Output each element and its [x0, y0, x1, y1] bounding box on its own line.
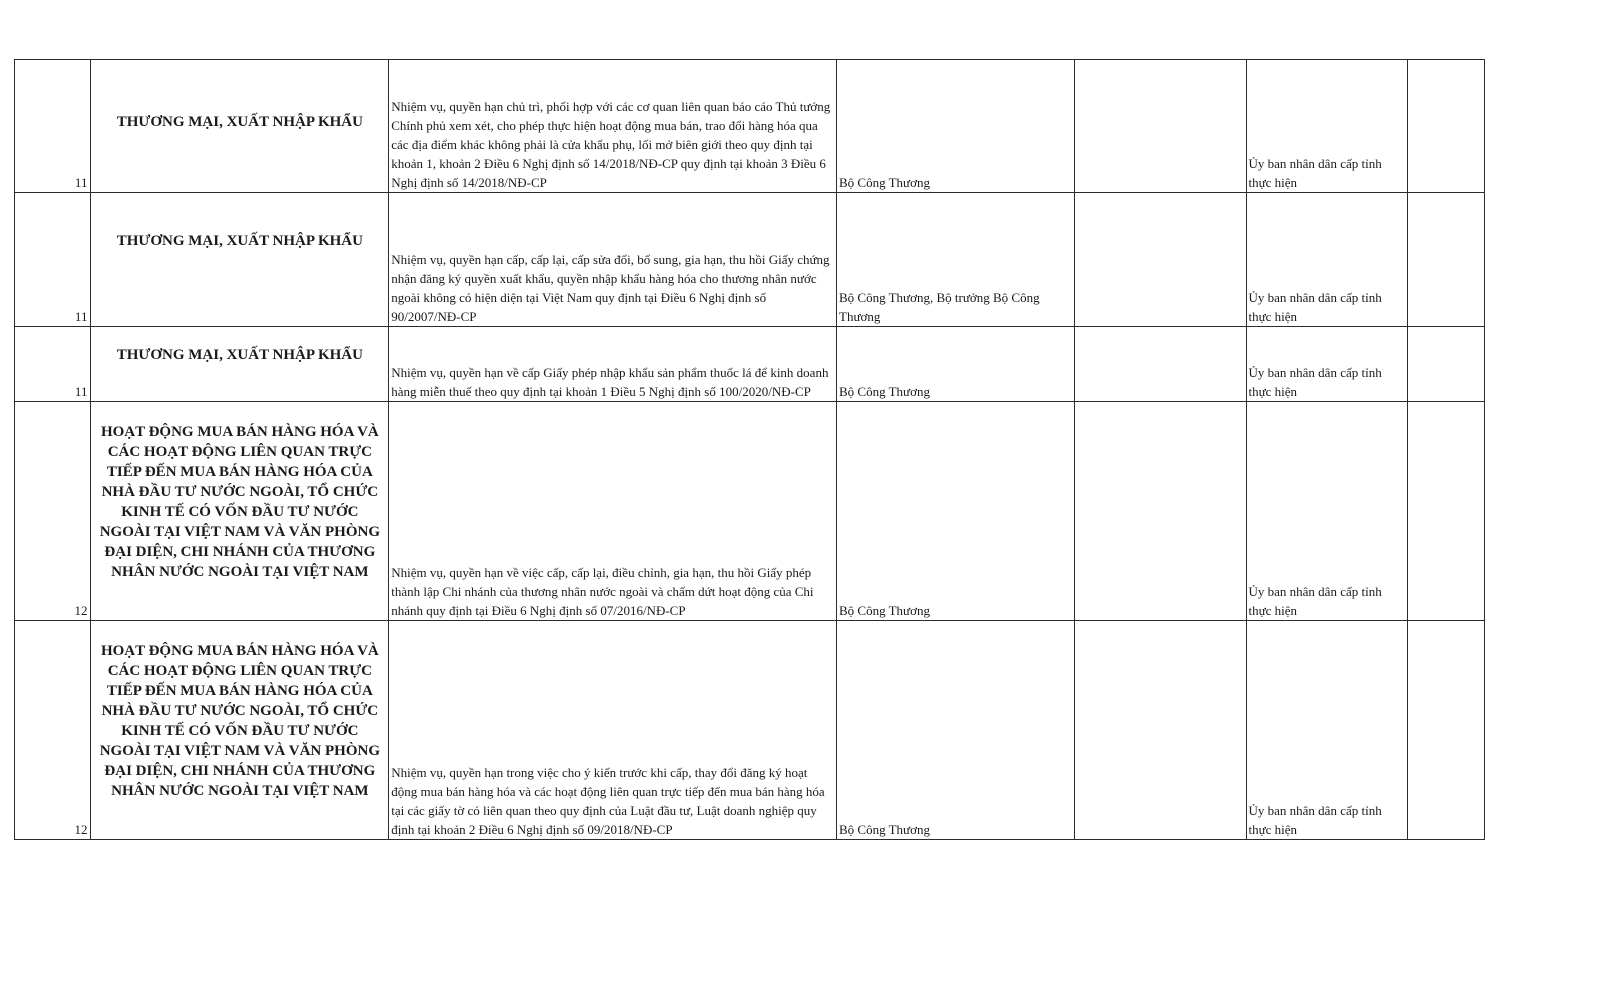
field-cell: THƯƠNG MẠI, XUẤT NHẬP KHẨU — [91, 193, 389, 327]
row-number-cell: 12 — [15, 402, 91, 621]
task-cell: Nhiệm vụ, quyền hạn về cấp Giấy phép nhập khẩu sản phẩm thuốc lá để kinh doanh hàng miễn thuế theo quy định tại khoản 1 Điều 5 Nghị định số 100/2020/NĐ-CP — [389, 327, 837, 402]
empty-cell — [1075, 60, 1246, 193]
field-cell: HOẠT ĐỘNG MUA BÁN HÀNG HÓA VÀ CÁC HOẠT ĐỘNG LIÊN QUAN TRỰC TIẾP ĐẾN MUA BÁN HÀNG HÓA CỦA NHÀ ĐẦU TƯ NƯỚC NGOÀI, TỔ CHỨC KINH TẾ CÓ VỐN ĐẦU TƯ NƯỚC NGOÀI TẠI VIỆT NAM VÀ VĂN PHÒNG ĐẠI DIỆN, CHI NHÁNH CỦA THƯƠNG NHÂN NƯỚC NGOÀI TẠI VIỆT NAM — [91, 402, 389, 621]
row-number-cell: 11 — [15, 193, 91, 327]
table-row — [15, 193, 1485, 327]
task-cell: Nhiệm vụ, quyền hạn về việc cấp, cấp lại, điều chỉnh, gia hạn, thu hồi Giấy phép thành lập Chi nhánh của thương nhân nước ngoài và chấm dứt hoạt động của Chi nhánh quy định tại Điều 6 Nghị định số 07/2016/NĐ-CP — [389, 402, 837, 621]
table-row — [15, 402, 1485, 621]
executor-cell: Ủy ban nhân dân cấp tỉnh thực hiện — [1246, 60, 1408, 193]
agency-cell: Bộ Công Thương — [837, 60, 1075, 193]
empty-cell — [1075, 193, 1246, 327]
empty-cell — [1408, 327, 1485, 402]
executor-cell: Ủy ban nhân dân cấp tỉnh thực hiện — [1246, 621, 1408, 840]
row-number-cell: 11 — [15, 327, 91, 402]
row-number-cell: 12 — [15, 621, 91, 840]
empty-cell — [1408, 193, 1485, 327]
empty-cell — [1075, 402, 1246, 621]
executor-cell: Ủy ban nhân dân cấp tỉnh thực hiện — [1246, 402, 1408, 621]
executor-cell: Ủy ban nhân dân cấp tỉnh thực hiện — [1246, 193, 1408, 327]
empty-cell — [1075, 327, 1246, 402]
table-row — [15, 621, 1485, 840]
empty-cell — [1408, 402, 1485, 621]
table-row — [15, 327, 1485, 402]
field-cell: HOẠT ĐỘNG MUA BÁN HÀNG HÓA VÀ CÁC HOẠT ĐỘNG LIÊN QUAN TRỰC TIẾP ĐẾN MUA BÁN HÀNG HÓA CỦA NHÀ ĐẦU TƯ NƯỚC NGOÀI, TỔ CHỨC KINH TẾ CÓ VỐN ĐẦU TƯ NƯỚC NGOÀI TẠI VIỆT NAM VÀ VĂN PHÒNG ĐẠI DIỆN, CHI NHÁNH CỦA THƯƠNG NHÂN NƯỚC NGOÀI TẠI VIỆT NAM — [91, 621, 389, 840]
agency-cell: Bộ Công Thương, Bộ trưởng Bộ Công Thương — [837, 193, 1075, 327]
agency-cell: Bộ Công Thương — [837, 621, 1075, 840]
row-number-cell: 11 — [15, 60, 91, 193]
decentralization-table — [14, 59, 1485, 840]
task-cell: Nhiệm vụ, quyền hạn trong việc cho ý kiến trước khi cấp, thay đổi đăng ký hoạt động mua bán hàng hóa và các hoạt động liên quan trực tiếp đến mua bán hàng hóa tại các giấy tờ có liên quan theo quy định của Luật đầu tư, Luật doanh nghiệp quy định tại khoản 2 Điều 6 Nghị định số 09/2018/NĐ-CP — [389, 621, 837, 840]
field-cell: THƯƠNG MẠI, XUẤT NHẬP KHẨU — [91, 60, 389, 193]
agency-cell: Bộ Công Thương — [837, 327, 1075, 402]
task-cell: Nhiệm vụ, quyền hạn chủ trì, phối hợp với các cơ quan liên quan báo cáo Thủ tướng Chính phủ xem xét, cho phép thực hiện hoạt động mua bán, trao đổi hàng hóa qua các địa điểm khác không phải là cửa khẩu phụ, lối mở biên giới theo quy định tại khoản 1, khoản 2 Điều 6 Nghị định số 14/2018/NĐ-CP quy định tại khoản 3 Điều 6 Nghị định số 14/2018/NĐ-CP — [389, 60, 837, 193]
empty-cell — [1408, 60, 1485, 193]
field-cell: THƯƠNG MẠI, XUẤT NHẬP KHẨU — [91, 327, 389, 402]
empty-cell — [1408, 621, 1485, 840]
task-cell: Nhiệm vụ, quyền hạn cấp, cấp lại, cấp sửa đổi, bổ sung, gia hạn, thu hồi Giấy chứng nhận đăng ký quyền xuất khẩu, quyền nhập khẩu hàng hóa cho thương nhân nước ngoài không có hiện diện tại Việt Nam quy định tại Điều 6 Nghị định số 90/2007/NĐ-CP — [389, 193, 837, 327]
executor-cell: Ủy ban nhân dân cấp tỉnh thực hiện — [1246, 327, 1408, 402]
table-row — [15, 60, 1485, 193]
empty-cell — [1075, 621, 1246, 840]
agency-cell: Bộ Công Thương — [837, 402, 1075, 621]
